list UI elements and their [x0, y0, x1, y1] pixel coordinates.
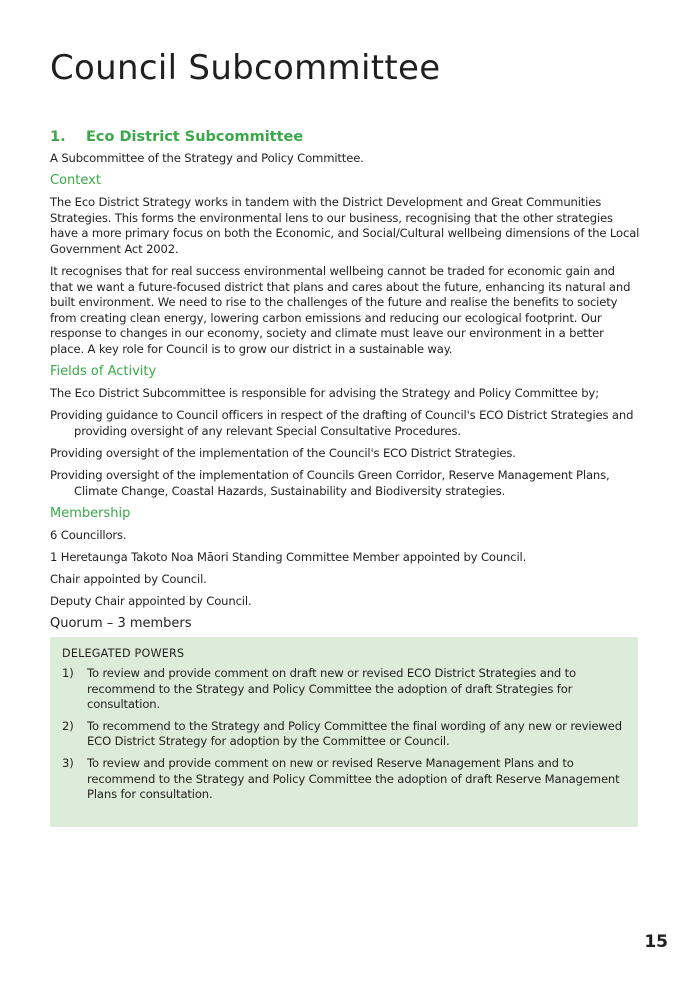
fields-item: Providing oversight of the implementation of the Council's ECO District Strategies.	[50, 445, 516, 460]
delegated-power-item	[62, 666, 626, 713]
fields-item: Providing guidance to Council officers in respect of the drafting of Council's ECO District Strategies and providing oversight of any relevant Special Consultative Procedures.	[50, 408, 634, 438]
power-number: 1)	[62, 665, 74, 680]
delegated-powers-box	[50, 637, 638, 827]
quorum: Quorum – 3 members	[50, 615, 192, 631]
page-title: Council Subcommittee	[50, 48, 441, 88]
fields-intro: The Eco District Subcommittee is responsible for advising the Strategy and Policy Committee by;	[50, 386, 599, 401]
power-text: To review and provide comment on new or revised Reserve Management Plans and to recommend to the Strategy and Policy Committee the adoption of draft Reserve Management Plans for consultation.	[87, 755, 620, 802]
membership-heading: Membership	[50, 505, 131, 521]
power-text: To review and provide comment on draft new or revised ECO District Strategies and to recommend to the Strategy and Policy Committee the adoption of draft Strategies for consultation.	[87, 665, 576, 712]
membership-line: Chair appointed by Council.	[50, 571, 207, 586]
membership-line: Deputy Chair appointed by Council.	[50, 593, 252, 608]
section-number: 1.	[50, 129, 66, 145]
membership-line: 1 Heretaunga Takoto Noa Māori Standing Committee Member appointed by Council.	[50, 549, 527, 564]
section-intro: A Subcommittee of the Strategy and Policy Committee.	[50, 151, 364, 165]
power-text: To recommend to the Strategy and Policy Committee the final wording of any new or reviewed ECO District Strategy for adoption by the Committee or Council.	[87, 718, 622, 749]
delegated-power-item	[62, 719, 626, 750]
context-paragraph: The Eco District Strategy works in tandem with the District Development and Great Communities Strategies. This forms the environmental lens to our business, recognising that the other strategies have a more primary focus on both the Economic, and Social/Cultural wellbeing dimensions of the Local Government Act 2002.	[50, 195, 640, 256]
context-paragraph: It recognises that for real success environmental wellbeing cannot be traded for economic gain and that we want a future-focused district that plans and cares about the future, enhancing its natural and built environment. We need to rise to the challenges of the future and realise the benefits to society from creating clean energy, lowering carbon emissions and reducing our ecological footprint. Our response to changes in our economy, society and climate must leave our environment in a better place. A key role for Council is to grow our district in a sustainable way.	[50, 263, 631, 356]
section-heading	[50, 129, 303, 145]
power-number: 3)	[62, 755, 74, 770]
membership-line: 6 Councillors.	[50, 527, 127, 542]
document-body	[50, 151, 640, 827]
section-title: Eco District Subcommittee	[86, 129, 304, 145]
page-number: 15	[644, 932, 668, 952]
power-number: 2)	[62, 718, 74, 733]
delegated-power-item	[62, 756, 626, 803]
fields-item: Providing oversight of the implementation of Councils Green Corridor, Reserve Management Plans, Climate Change, Coastal Hazards, Sustainability and Biodiversity strategies.	[50, 467, 610, 498]
context-heading: Context	[50, 173, 101, 189]
fields-heading: Fields of Activity	[50, 364, 157, 380]
delegated-powers-heading: DELEGATED POWERS	[62, 646, 185, 660]
